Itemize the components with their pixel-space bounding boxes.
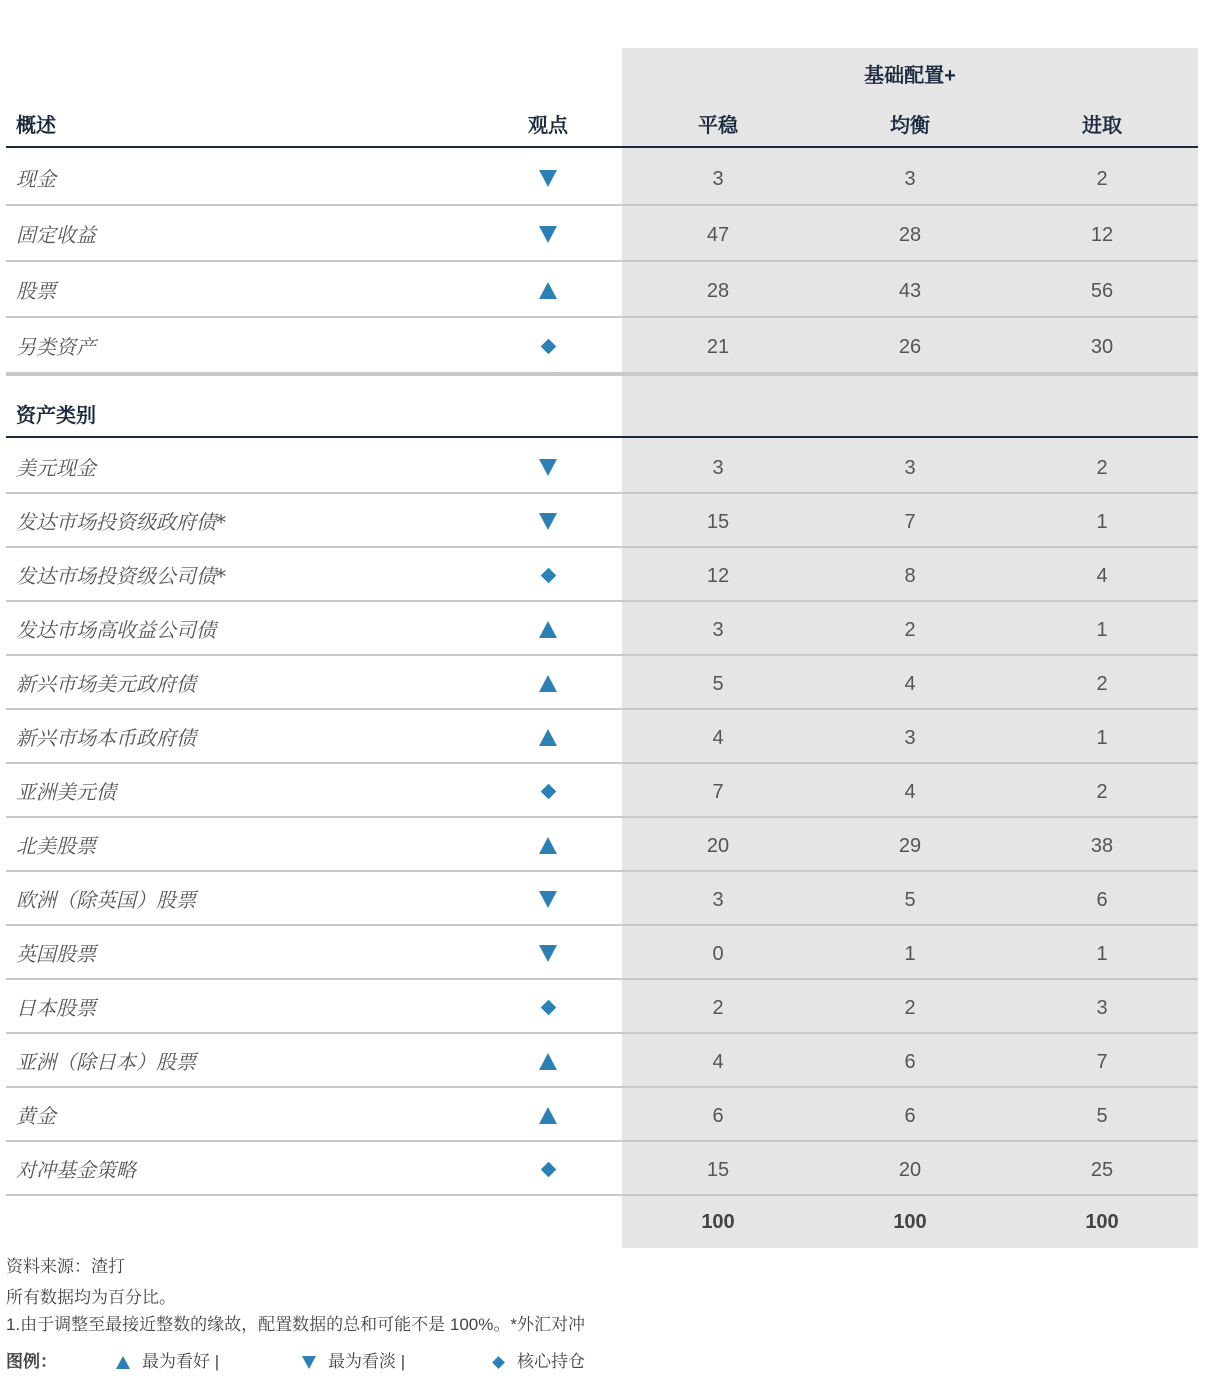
percent-note: 所有数据均为百分比。	[6, 1288, 176, 1307]
table-row	[6, 1034, 1198, 1088]
value-conservative: 20	[706, 835, 730, 857]
value-balanced: 26	[898, 336, 922, 358]
table-row	[6, 1142, 1198, 1196]
row-label: 发达市场投资级公司债*	[16, 564, 226, 588]
value-conservative: 5	[712, 673, 724, 695]
value-aggressive: 1	[1096, 619, 1108, 641]
asset-class-section-title: 资产类别	[16, 405, 96, 427]
value-balanced: 29	[898, 835, 922, 857]
table-row	[6, 602, 1198, 656]
column-header-conservative: 平稳	[698, 115, 738, 137]
row-label: 亚洲美元债	[16, 780, 116, 804]
value-balanced: 4	[904, 781, 916, 803]
row-label: 发达市场投资级政府债*	[16, 510, 226, 534]
row-label: 现金	[16, 167, 56, 191]
view-indicator	[518, 548, 578, 602]
source-note: 资料来源：渣打	[6, 1257, 125, 1276]
up-triangle-icon	[539, 675, 557, 692]
legend-down-label: 最为看淡 |	[328, 1352, 406, 1371]
table-row	[6, 440, 1198, 494]
table-row	[6, 494, 1198, 548]
up-triangle-icon	[116, 1356, 130, 1369]
up-triangle-icon	[539, 1053, 557, 1070]
value-aggressive: 30	[1090, 336, 1114, 358]
view-indicator	[518, 980, 578, 1034]
view-indicator	[518, 710, 578, 764]
value-aggressive: 2	[1096, 781, 1108, 803]
up-triangle-icon	[539, 729, 557, 746]
value-aggressive: 25	[1090, 1159, 1114, 1181]
value-balanced: 1	[904, 943, 916, 965]
table-row	[6, 262, 1198, 318]
value-balanced: 6	[904, 1051, 916, 1073]
table-row	[6, 548, 1198, 602]
value-aggressive: 2	[1096, 168, 1108, 190]
diamond-icon	[492, 1356, 505, 1369]
up-triangle-icon	[539, 282, 557, 299]
legend-item-down	[302, 1350, 405, 1374]
value-aggressive: 12	[1090, 224, 1114, 246]
row-label: 日本股票	[16, 996, 96, 1020]
total-balanced: 100	[893, 1211, 927, 1233]
row-label: 北美股票	[16, 834, 96, 858]
value-conservative: 47	[706, 224, 730, 246]
value-balanced: 43	[898, 280, 922, 302]
total-aggressive: 100	[1085, 1211, 1119, 1233]
row-label: 新兴市场美元政府债	[16, 672, 196, 696]
view-indicator	[518, 764, 578, 818]
row-label: 股票	[16, 279, 56, 303]
legend-up-label: 最为看好 |	[142, 1352, 220, 1371]
column-header-view: 观点	[528, 115, 568, 137]
value-conservative: 12	[706, 565, 730, 587]
value-aggressive: 4	[1096, 565, 1108, 587]
value-conservative: 2	[712, 997, 724, 1019]
value-balanced: 5	[904, 889, 916, 911]
up-triangle-icon	[539, 621, 557, 638]
value-balanced: 3	[904, 457, 916, 479]
view-indicator	[518, 150, 578, 206]
value-balanced: 3	[904, 727, 916, 749]
legend-title: 图例：	[6, 1352, 57, 1371]
value-aggressive: 7	[1096, 1051, 1108, 1073]
value-aggressive: 2	[1096, 457, 1108, 479]
table-row	[6, 926, 1198, 980]
view-indicator	[518, 926, 578, 980]
value-balanced: 7	[904, 511, 916, 533]
table-row	[6, 872, 1198, 926]
value-conservative: 4	[712, 727, 724, 749]
value-aggressive: 1	[1096, 511, 1108, 533]
value-aggressive: 1	[1096, 727, 1108, 749]
view-indicator	[518, 1034, 578, 1088]
view-indicator	[518, 602, 578, 656]
up-triangle-icon	[539, 1107, 557, 1124]
view-indicator	[518, 656, 578, 710]
table-row	[6, 206, 1198, 262]
diamond-icon	[540, 999, 556, 1015]
diamond-icon	[540, 1161, 556, 1177]
legend	[6, 1350, 706, 1374]
value-conservative: 28	[706, 280, 730, 302]
row-label: 新兴市场本币政府债	[16, 726, 196, 750]
table-row	[6, 656, 1198, 710]
table-row	[6, 1088, 1198, 1142]
view-indicator	[518, 494, 578, 548]
value-conservative: 3	[712, 619, 724, 641]
value-aggressive: 3	[1096, 997, 1108, 1019]
row-label: 亚洲（除日本）股票	[16, 1050, 196, 1074]
legend-item-up	[116, 1350, 219, 1374]
up-triangle-icon	[539, 837, 557, 854]
view-indicator	[518, 262, 578, 318]
value-conservative: 4	[712, 1051, 724, 1073]
diamond-icon	[540, 783, 556, 799]
value-aggressive: 38	[1090, 835, 1114, 857]
row-label: 美元现金	[16, 456, 96, 480]
value-conservative: 3	[712, 168, 724, 190]
row-label: 黄金	[16, 1104, 56, 1128]
column-header-aggressive: 进取	[1082, 115, 1122, 137]
value-conservative: 7	[712, 781, 724, 803]
section-spacer	[6, 320, 1198, 376]
down-triangle-icon	[539, 891, 557, 908]
value-aggressive: 1	[1096, 943, 1108, 965]
total-conservative: 100	[701, 1211, 735, 1233]
row-label: 对冲基金策略	[16, 1158, 136, 1182]
allocation-group-header: 基础配置+	[864, 65, 956, 87]
value-balanced: 20	[898, 1159, 922, 1181]
view-indicator	[518, 872, 578, 926]
down-triangle-icon	[539, 226, 557, 243]
row-label: 固定收益	[16, 223, 96, 247]
view-indicator	[518, 818, 578, 872]
value-aggressive: 56	[1090, 280, 1114, 302]
row-label: 另类资产	[16, 335, 96, 359]
totals-row	[6, 1196, 1198, 1248]
value-balanced: 2	[904, 619, 916, 641]
value-aggressive: 5	[1096, 1105, 1108, 1127]
table-row	[6, 764, 1198, 818]
asset-section-rule	[6, 436, 1198, 438]
value-aggressive: 2	[1096, 673, 1108, 695]
view-indicator	[518, 1142, 578, 1196]
table-row	[6, 150, 1198, 206]
diamond-icon	[540, 567, 556, 583]
view-indicator	[518, 440, 578, 494]
row-label: 发达市场高收益公司债	[16, 618, 216, 642]
value-conservative: 6	[712, 1105, 724, 1127]
down-triangle-icon	[539, 945, 557, 962]
view-indicator	[518, 206, 578, 262]
rounding-note: 1.由于调整至最接近整数的缘故，配置数据的总和可能不是 100%。*外汇对冲	[6, 1315, 585, 1334]
column-header-summary: 概述	[16, 115, 56, 137]
value-balanced: 6	[904, 1105, 916, 1127]
legend-neutral-label: 核心持仓	[517, 1352, 585, 1371]
value-conservative: 21	[706, 336, 730, 358]
table-row	[6, 818, 1198, 872]
row-label: 英国股票	[16, 942, 96, 966]
down-triangle-icon	[302, 1356, 316, 1369]
header-rule	[6, 146, 1198, 148]
value-conservative: 3	[712, 889, 724, 911]
value-conservative: 15	[706, 1159, 730, 1181]
value-conservative: 15	[706, 511, 730, 533]
legend-item-neutral	[492, 1350, 585, 1374]
value-conservative: 0	[712, 943, 724, 965]
down-triangle-icon	[539, 459, 557, 476]
table-row	[6, 710, 1198, 764]
value-aggressive: 6	[1096, 889, 1108, 911]
value-balanced: 2	[904, 997, 916, 1019]
down-triangle-icon	[539, 170, 557, 187]
value-balanced: 8	[904, 565, 916, 587]
column-header-balanced: 均衡	[890, 115, 930, 137]
value-conservative: 3	[712, 457, 724, 479]
table-row	[6, 980, 1198, 1034]
row-label: 欧洲（除英国）股票	[16, 888, 196, 912]
down-triangle-icon	[539, 513, 557, 530]
value-balanced: 4	[904, 673, 916, 695]
value-balanced: 3	[904, 168, 916, 190]
view-indicator	[518, 1088, 578, 1142]
value-balanced: 28	[898, 224, 922, 246]
